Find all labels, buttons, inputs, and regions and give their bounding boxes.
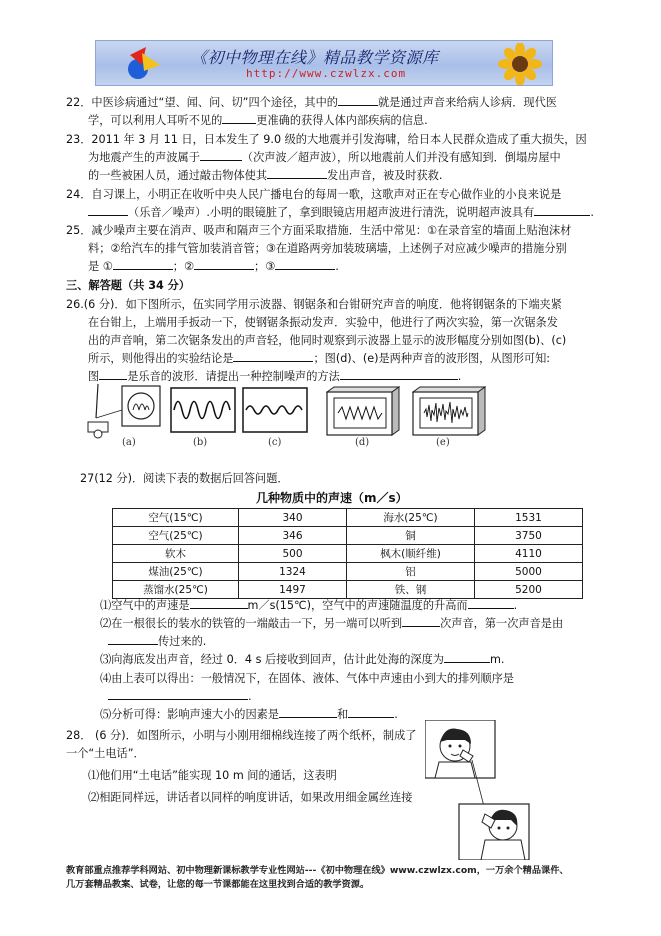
speed-cell: 340 — [239, 509, 347, 527]
q22-line2: 学，可以利用人耳听不见的 更准确的获得人体内部疾病的信息. — [88, 114, 428, 127]
q26-line3: 出的声音响，第二次锯条发出的声音轻，他同时观察到示波器上显示的波形幅度分别如图(b)、(c) — [88, 334, 567, 347]
figure-e-waveform — [412, 386, 486, 436]
figure-a-apparatus — [86, 382, 166, 440]
footer-note — [66, 864, 606, 892]
q27-blank8[interactable] — [348, 706, 394, 718]
table-row — [113, 527, 583, 545]
q25-line3: 是 ① ；② ；③ . — [88, 260, 339, 273]
header-banner — [95, 40, 553, 86]
q24-line1: 24．自习课上，小明正在收听中央人民广播电台的每周一歌，这歌声对正在专心做作业的小良来说是 — [66, 188, 562, 201]
sunflower-icon — [492, 43, 548, 85]
speed-cell: 346 — [239, 527, 347, 545]
q27-blank5[interactable] — [444, 651, 490, 663]
speed-cell: 5200 — [475, 581, 583, 599]
table-row — [113, 509, 583, 527]
figure-b-waveform — [170, 387, 236, 433]
caption-a: (a) — [122, 437, 136, 448]
figure-d-waveform — [326, 386, 400, 436]
q25-blank1[interactable] — [113, 258, 173, 270]
q23-line2: 为地震产生的声波属于 （次声波／超声波），所以地震前人们并没有感知到．倒塌房屋中 — [88, 151, 561, 164]
speed-cell: 1497 — [239, 581, 347, 599]
caption-c: (c) — [268, 437, 282, 448]
speed-cell: 1324 — [239, 563, 347, 581]
q27-sub5: ⑸分析可得：影响声速大小的因素是 和 . — [100, 708, 398, 721]
banner-title: 《初中物理在线》精品教学资源库 — [191, 48, 439, 67]
q27-blank2[interactable] — [468, 597, 514, 609]
q26-line5: 图 是乐音的波形．请提出一种控制噪声的方法 . — [88, 370, 462, 383]
q27-blank3[interactable] — [402, 615, 440, 627]
footer-line2: 几万套精品教案、试卷，让您的每一节课都能在这里找到合适的教学资源。 — [66, 879, 370, 890]
table-title: 几种物质中的声速（m／s） — [256, 491, 408, 505]
table-row — [113, 563, 583, 581]
material-cell: 空气(25℃) — [113, 527, 239, 545]
material-cell: 海水(25℃) — [347, 509, 475, 527]
q27-sub2-cont: 传过来的. — [108, 633, 206, 650]
speed-cell: 3750 — [475, 527, 583, 545]
q26-line4: 所示，则他得出的实验结论是 ；图(d)、(e)是两种声音的波形图，从图形可知: — [88, 352, 551, 365]
q27-sub3: ⑶向海底发出声音，经过 0．4 s 后接收到回声，估计此处海的深度为 m. — [100, 653, 505, 666]
q28-line1: 28． (6 分)．如图所示，小明与小刚用细棉线连接了两个纸杯，制成了 — [66, 729, 417, 742]
q24-blank1[interactable] — [88, 204, 128, 216]
q26-blank3[interactable] — [340, 368, 458, 380]
q22-blank1[interactable] — [338, 94, 378, 106]
q25-line1: 25．减少噪声主要在消声、吸声和隔声三个方面采取措施．生活中常见：①在录音室的墙面上贴泡沫材 — [66, 224, 572, 237]
q26-line2: 在台钳上，上端用手扳动一下，使钢锯条振动发声．实验中，他进行了两次实验，第一次锯条发 — [88, 316, 558, 329]
q26-line1: 26.(6 分)．如下图所示，伍实同学用示波器、钢锯条和台钳研究声音的响度．他将钢锯条的下端夹紧 — [66, 298, 562, 311]
q27-intro: 27(12 分)．阅读下表的数据后回答问题． — [80, 472, 289, 485]
caption-d: (d) — [355, 437, 370, 448]
q27-sub1: ⑴空气中的声速是 m／s(15℃)，空气中的声速随温度的升高而 . — [100, 599, 518, 612]
q25-blank3[interactable] — [275, 258, 335, 270]
q22-line1: 22．中医诊病通过“望、闻、问、切”四个途径，其中的 就是通过声音来给病人诊病．现代医 — [66, 96, 557, 109]
q27-blank6[interactable] — [108, 688, 248, 700]
q27-blank4[interactable] — [108, 633, 158, 645]
material-cell: 空气(15℃) — [113, 509, 239, 527]
caption-e: (e) — [436, 437, 450, 448]
site-logo-icon — [124, 45, 164, 83]
banner-url[interactable]: http://www.czwlzx.com — [246, 67, 407, 80]
speed-cell: 1531 — [475, 509, 583, 527]
speed-cell: 500 — [239, 545, 347, 563]
sound-speed-table — [112, 508, 583, 599]
q22-blank2[interactable] — [222, 112, 256, 124]
material-cell: 铝 — [347, 563, 475, 581]
q23-line1: 23．2011 年 3 月 11 日，日本发生了 9.0 级的大地震并引发海啸，给日本人民群众造成了重大损失，因 — [66, 133, 587, 146]
q23-blank2[interactable] — [267, 167, 327, 179]
section-3-heading: 三、解答题（共 34 分） — [66, 279, 191, 292]
q28-line2: 一个“土电话”． — [66, 747, 145, 760]
q27-blank7[interactable] — [279, 706, 337, 718]
q28-line4: ⑵相距同样远，讲话者以同样的响度讲话，如果改用细金属丝连接 — [88, 791, 413, 804]
q23-blank1[interactable] — [200, 149, 242, 161]
table-row — [113, 581, 583, 599]
q23-line3: 的一些被困人员，通过敲击物体使其 发出声音，被及时获救. — [88, 169, 443, 182]
material-cell: 蒸馏水(25℃) — [113, 581, 239, 599]
speed-cell: 5000 — [475, 563, 583, 581]
q27-blank1[interactable] — [190, 597, 248, 609]
figure-c-waveform — [242, 387, 308, 433]
material-cell: 铜 — [347, 527, 475, 545]
caption-b: (b) — [193, 437, 208, 448]
q25-blank2[interactable] — [194, 258, 254, 270]
q27-sub4: ⑷由上表可以得出：一般情况下，在固体、液体、气体中声速由小到大的排列顺序是 — [100, 672, 514, 685]
material-cell: 枫木(顺纤维) — [347, 545, 475, 563]
q25-line2: 料；②给汽车的排气管加装消音管；③在道路两旁加装玻璃墙，上述例子对应减少噪声的措施分别 — [88, 242, 567, 255]
table-row — [113, 545, 583, 563]
q28-line3: ⑴他们用“土电话”能实现 10 m 间的通话，这表明 — [88, 769, 337, 782]
speed-cell: 4110 — [475, 545, 583, 563]
q27-sub4-cont: . — [108, 688, 252, 705]
tin-can-phone-figure — [425, 720, 535, 860]
q26-blank2[interactable] — [99, 368, 127, 380]
material-cell: 软木 — [113, 545, 239, 563]
material-cell: 煤油(25℃) — [113, 563, 239, 581]
q26-blank1[interactable] — [233, 350, 313, 362]
q24-line2: （乐音／噪声）.小明的眼镜脏了，拿到眼镜店用超声波进行清洗，说明超声波具有 . — [88, 204, 594, 221]
q27-sub2: ⑵在一根很长的装水的铁管的一端敲击一下，另一端可以听到 次声音，第一次声音是由 — [100, 617, 564, 630]
footer-line1: 教育部重点推荐学科网站、初中物理新课标教学专业性网站---《初中物理在线》www.czwlzx.com，一万余个精品课件、 — [66, 865, 569, 876]
material-cell: 铁、钢 — [347, 581, 475, 599]
q24-blank2[interactable] — [534, 204, 590, 216]
